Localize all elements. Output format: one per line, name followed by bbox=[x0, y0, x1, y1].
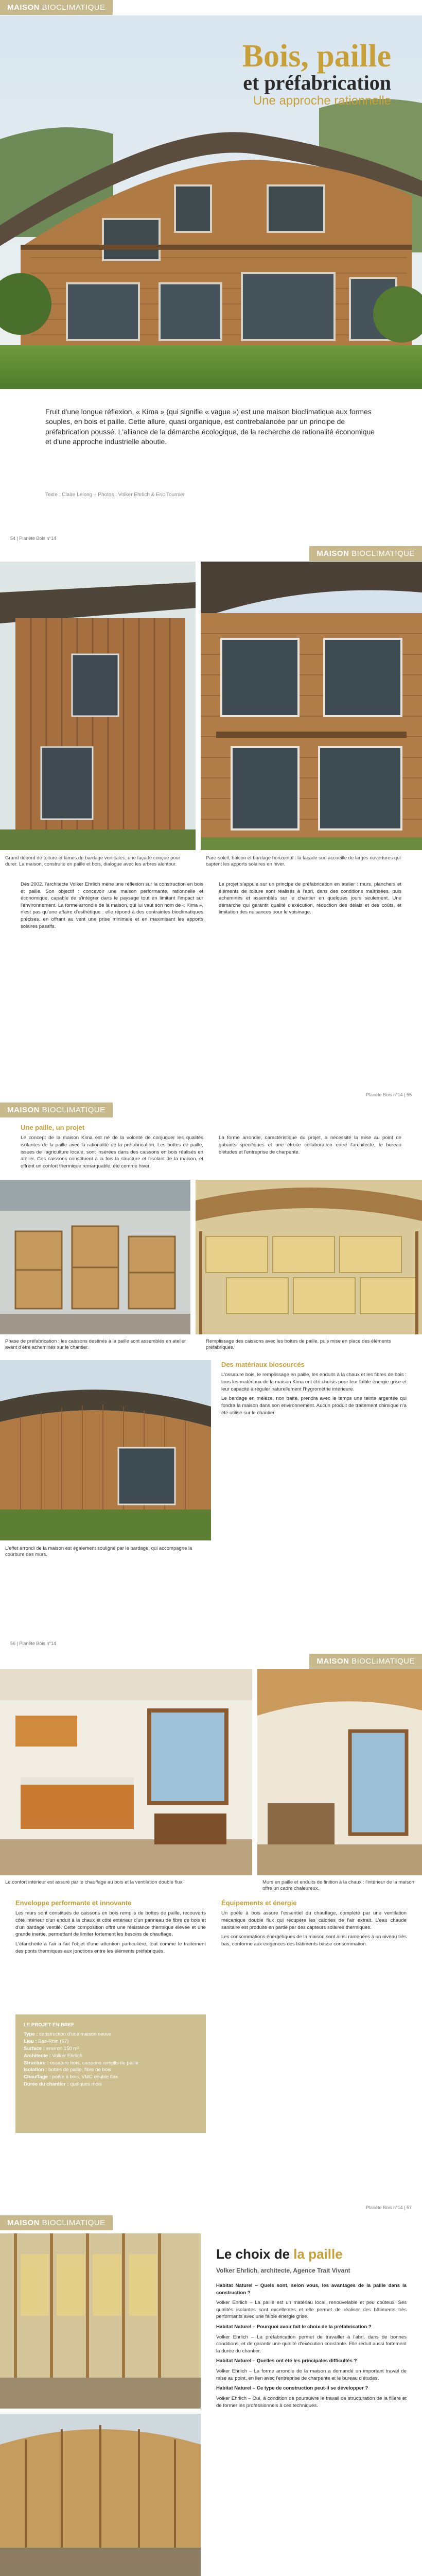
project-factbox bbox=[15, 2014, 206, 2133]
intro-paragraph: Fruit d'une longue réflexion, « Kima » (qui signifie « vague ») est une maison bioclimatique aux formes souples, en bois et paille. Cette allure, quasi organique, est contrebalancée par un principe de préfabrication poussé. L'alliance de la démarche écologique, de la recherche de rationalité économique et d'une approche industrielle aboutie. bbox=[45, 408, 375, 446]
section-tag-light: BIOCLIMATIQUE bbox=[351, 1657, 415, 1666]
caption-right: Pare-soleil, balcon et bardage horizontal : la façade sud accueille de larges ouvertures qui captent les apports solaires en hiver. bbox=[206, 855, 401, 868]
section-tag bbox=[0, 2215, 113, 2230]
factbox-value: quelques mois bbox=[70, 2081, 102, 2088]
title-line-1: Bois, paille bbox=[242, 39, 391, 74]
envelope-column bbox=[15, 1899, 206, 1957]
article-paragraph: Le projet s'appuie sur un principe de préfabrication en atelier : murs, planchers et éléments de toiture sont réalisés à l'abri, dans des conditions maîtrisées, puis acheminés et assemblés sur le chantier en quelques jours seulement. Une démarche qui garantit qualité d'exécution, réduction des délais et des coûts, et limitation des nuisances pour le voisinage. bbox=[219, 882, 401, 916]
photo-construction-2 bbox=[0, 2414, 201, 2576]
factbox-key: Structure : bbox=[24, 2060, 49, 2066]
factbox-row bbox=[24, 2038, 198, 2045]
page-5 bbox=[0, 2215, 422, 2576]
page-1 bbox=[0, 0, 422, 546]
factbox-key: Architecte : bbox=[24, 2053, 51, 2059]
folio: 54 | Planète Bois n°14 bbox=[10, 536, 56, 541]
interview-answer: Volker Ehrlich – Oui, à condition de poursuivre le travail de structuration de la filière et de former les professionnels à ces techniques. bbox=[216, 2395, 407, 2409]
page-2 bbox=[0, 546, 422, 1103]
photo-credits: Texte : Claire Lelong – Photos : Volker Ehrlich & Eric Tournier bbox=[45, 492, 185, 498]
section-tag bbox=[309, 546, 422, 561]
factbox-value: Volker Ehrlich bbox=[52, 2053, 83, 2059]
photo-construction-1 bbox=[0, 2233, 201, 2409]
article-body bbox=[21, 881, 401, 930]
factbox-key: Isolation : bbox=[24, 2067, 47, 2073]
interview-title-a: Le choix de bbox=[216, 2246, 290, 2262]
factbox-key: Durée du chantier : bbox=[24, 2081, 69, 2088]
interview-answer: Volker Ehrlich – La paille est un matériau local, renouvelable et peu coûteux. Ses qualités isolantes sont excellentes et elle permet de réaliser des bâtiments très performants avec une faible énergie grise. bbox=[216, 2300, 407, 2320]
subhead-2: Des matériaux biosourcés bbox=[221, 1361, 305, 1368]
interview-question: Habitat Naturel – Quelles ont été les principales difficultés ? bbox=[216, 2358, 357, 2364]
folio: 56 | Planète Bois n°14 bbox=[10, 1641, 56, 1646]
interview-title bbox=[216, 2246, 343, 2262]
equipment-column bbox=[221, 1899, 407, 1951]
photo-house-side bbox=[0, 562, 196, 850]
factbox-value: poêle à bois, VMC double flux bbox=[52, 2074, 118, 2080]
article-paragraph: Le bardage en mélèze, non traité, prendra avec le temps une teinte argentée qui fondra la maison dans son environnement. Aucun produit de traitement chimique n'a été utilisé sur le chantier. bbox=[221, 1396, 407, 1416]
factbox-row bbox=[24, 2066, 198, 2074]
caption-bottom: L'effet arrondi de la maison est également souligné par le bardage, qui accompagne la courbure des murs. bbox=[5, 1546, 192, 1558]
factbox-row bbox=[24, 2053, 198, 2060]
interview-question: Habitat Naturel – Pourquoi avoir fait le choix de la préfabrication ? bbox=[216, 2324, 372, 2330]
interview-subtitle: Volker Ehrlich, architecte, Agence Trait Vivant bbox=[216, 2267, 350, 2274]
intro-column bbox=[21, 1123, 401, 1170]
caption-right: Remplissage des caissons avec les bottes de paille, puis mise en place des éléments préfabriqués. bbox=[206, 1338, 391, 1351]
photo-house-south bbox=[201, 562, 422, 850]
factbox-row bbox=[24, 2045, 198, 2053]
interview-answer: Volker Ehrlich – La forme arrondie de la maison a demandé un important travail de mise au point, en lien avec l'entreprise de charpente et le bureau d'études. bbox=[216, 2368, 407, 2381]
factbox-value: environ 150 m² bbox=[46, 2045, 79, 2052]
photo-workshop bbox=[0, 1180, 190, 1334]
factbox-value: ossature bois, caissons remplis de paille bbox=[50, 2060, 138, 2066]
caption-top: Le confort intérieur est assuré par le chauffage au bois et la ventilation double flux. bbox=[5, 1879, 184, 1885]
section-tag-bold: MAISON bbox=[7, 3, 40, 12]
factbox-title: LE PROJET EN BREF bbox=[24, 2022, 75, 2028]
subhead-2: Équipements et énergie bbox=[221, 1899, 297, 1907]
article-paragraph: Un poêle à bois assure l'essentiel du chauffage, complété par une ventilation mécanique double flux qui récupère les calories de l'air extrait. L'eau chaude sanitaire est produite en partie par des capteurs solaires thermiques. bbox=[221, 1910, 407, 1930]
title-line-2: et préfabrication bbox=[243, 71, 391, 94]
article-paragraph: La forme arrondie, caractéristique du projet, a nécessité la mise au point de gabarits spécifiques et une étroite collaboration entre l'architecte, le bureau d'études et l'entreprise de charpente. bbox=[219, 1135, 401, 1155]
article-paragraph: L'ossature bois, le remplissage en paille, les enduits à la chaux et les fibres de bois : tous les matériaux de la maison Kima ont été choisis pour leur faible énergie grise et leur capacité à réguler naturellement l'hygrométrie intérieure. bbox=[221, 1372, 407, 1392]
section-tag-bold: MAISON bbox=[316, 1657, 349, 1666]
factbox-key: Type : bbox=[24, 2031, 38, 2037]
caption-left: Phase de préfabrication : les caissons destinés à la paille sont assemblés en atelier avant d'être acheminés sur le chantier. bbox=[5, 1338, 186, 1351]
section-tag-light: BIOCLIMATIQUE bbox=[42, 3, 106, 12]
factbox-row bbox=[24, 2081, 198, 2088]
article-paragraph: Le concept de la maison Kima est né de la volonté de conjuguer les qualités isolantes de la paille avec la rationalité de la préfabrication. Les bottes de paille, issues de l'agriculture locale, sont insérées dans des caissons en bois réalisés en atelier. Ces caissons constituent à la fois la structure et l'isolant de la maison, et offrent un confort thermique remarquable, été comme hiver. bbox=[21, 1135, 203, 1169]
factbox-value: bottes de paille, fibre de bois bbox=[48, 2067, 112, 2073]
folio: Planète Bois n°14 | 57 bbox=[366, 2205, 412, 2210]
subhead-1: Une paille, un projet bbox=[21, 1124, 85, 1131]
photo-interior-wall bbox=[257, 1669, 422, 1875]
section-tag-light: BIOCLIMATIQUE bbox=[42, 1106, 106, 1114]
factbox-value: construction d'une maison neuve bbox=[39, 2031, 112, 2037]
section-tag bbox=[309, 1654, 422, 1669]
interview-answer: Volker Ehrlich – La préfabrication permet de travailler à l'abri, dans de bonnes conditions, et de garantir une qualité d'exécution constante. Elle réduit aussi fortement la durée du chantier. bbox=[216, 2334, 407, 2354]
factbox-value: Bas-Rhin (67) bbox=[38, 2038, 69, 2044]
factbox-row bbox=[24, 2060, 198, 2067]
interview-title-b: la paille bbox=[293, 2246, 343, 2262]
interview-question: Habitat Naturel – Quels sont, selon vous, les avantages de la paille dans la construction ? bbox=[216, 2283, 407, 2296]
caption-right: Murs en paille et enduits de finition à la chaux : l'intérieur de la maison offre un cadre chaleureux. bbox=[262, 1879, 414, 1892]
factbox-key: Surface : bbox=[24, 2045, 45, 2052]
factbox-key: Chauffage : bbox=[24, 2074, 51, 2080]
subhead-1: Enveloppe performante et innovante bbox=[15, 1899, 132, 1907]
section-tag bbox=[0, 0, 113, 15]
section-tag-light: BIOCLIMATIQUE bbox=[351, 549, 415, 558]
section-tag-bold: MAISON bbox=[7, 1106, 40, 1114]
folio: Planète Bois n°14 | 55 bbox=[366, 1092, 412, 1097]
article-paragraph: Les murs sont constitués de caissons en bois remplis de bottes de paille, recouverts côté intérieur d'un enduit à la chaux et côté extérieur d'un panneau de fibre de bois et d'un bardage ventilé. Cette composition offre une résistance thermique élevée et une grande inertie, permettant de limiter fortement les besoins de chauffage. bbox=[15, 1910, 206, 1938]
photo-round-facade bbox=[0, 1360, 211, 1540]
section-tag-bold: MAISON bbox=[7, 2218, 40, 2227]
page-3 bbox=[0, 1103, 422, 1654]
photo-interior-kitchen bbox=[0, 1669, 252, 1875]
section-tag-bold: MAISON bbox=[316, 549, 349, 558]
article-paragraph: Dès 2002, l'architecte Volker Ehrlich mène une réflexion sur la construction en bois et paille. Son objectif : concevoir une maison performante, rationnelle et économique, capable de s'intégrer dans le paysage tout en limitant l'impact sur l'environnement. La forme arrondie de la maison, qui lui vaut son nom de « Kima », n'est pas qu'une affaire d'esthétique : elle répond à des contraintes bioclimatiques précises, en offrant au vent une prise minimale et en maximisant les apports solaires passifs. bbox=[21, 882, 203, 929]
section-tag bbox=[0, 1103, 113, 1117]
materials-column bbox=[221, 1360, 407, 1419]
article-paragraph: L'étanchéité à l'air a fait l'objet d'une attention particulière, tout comme le traitement des ponts thermiques aux jonctions entre les éléments préfabriqués. bbox=[15, 1941, 206, 1954]
section-tag-light: BIOCLIMATIQUE bbox=[42, 2218, 106, 2227]
caption-left: Grand débord de toiture et lames de bardage verticales, une façade conçue pour durer. La maison, construite en paille et bois, dialogue avec les arbres alentour. bbox=[5, 855, 181, 868]
factbox-row bbox=[24, 2074, 198, 2081]
interview-question: Habitat Naturel – Ce type de construction peut-il se développer ? bbox=[216, 2385, 368, 2392]
factbox-key: Lieu : bbox=[24, 2038, 37, 2044]
photo-straw-bales bbox=[196, 1180, 422, 1334]
factbox-row bbox=[24, 2031, 198, 2038]
article-paragraph: Les consommations énergétiques de la maison sont ainsi ramenées à un niveau très bas, conforme aux exigences des bâtiments basse consommation. bbox=[221, 1934, 407, 1947]
title-block bbox=[103, 40, 391, 109]
interview-body bbox=[216, 2282, 407, 2412]
page-4 bbox=[0, 1654, 422, 2215]
title-line-3: Une approche rationnelle bbox=[253, 94, 391, 108]
